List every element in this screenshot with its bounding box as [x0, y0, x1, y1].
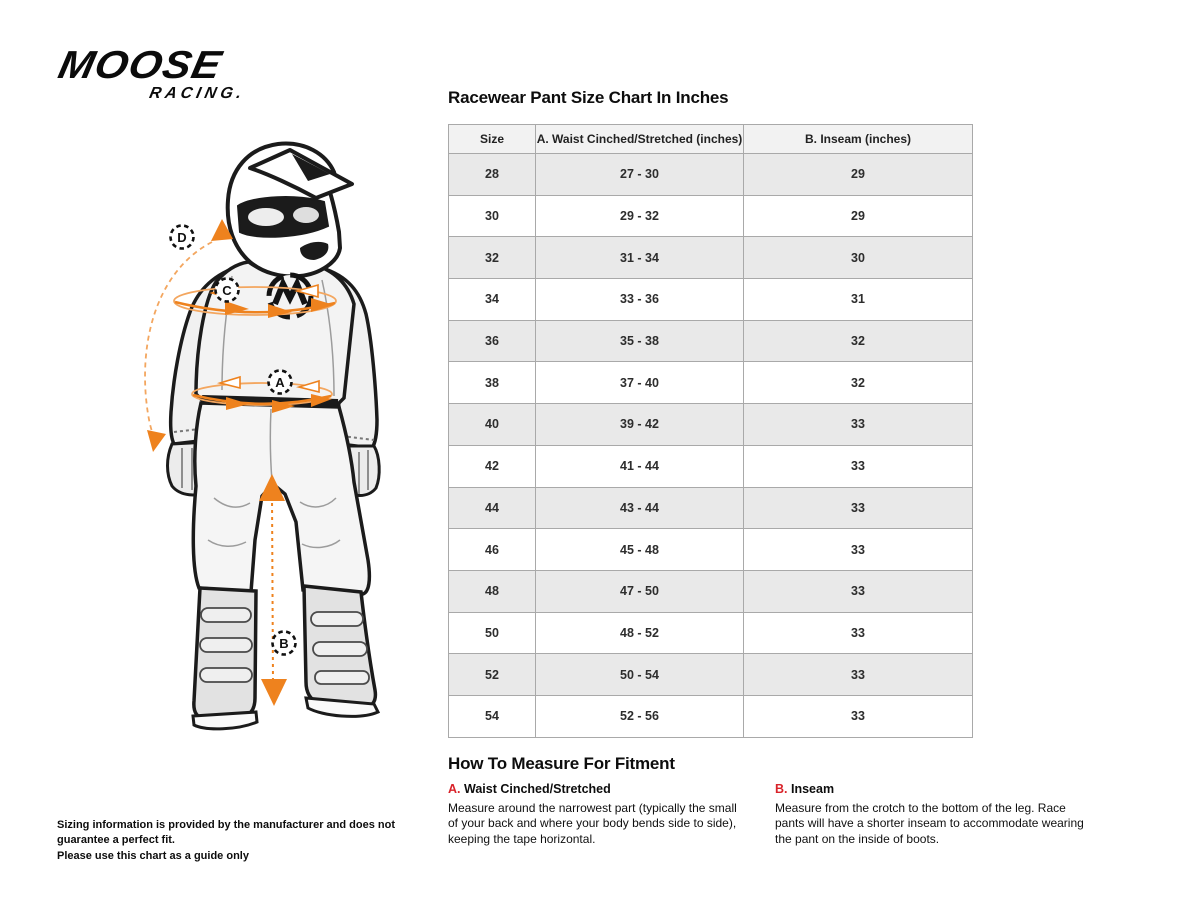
table-header-row	[449, 125, 973, 154]
table-cell: 36	[449, 320, 536, 362]
table-cell: 48	[449, 570, 536, 612]
svg-text:A: A	[275, 375, 285, 390]
table-cell: 42	[449, 445, 536, 487]
measure-waist-description: Measure around the narrowest part (typically the small of your back and where your body bends side to side), keeping the tape horizontal.	[448, 800, 737, 847]
table-cell: 30	[449, 195, 536, 237]
header-size: Size	[449, 125, 536, 154]
table-cell: 33	[744, 695, 973, 737]
table-cell: 32	[449, 237, 536, 279]
table-cell: 32	[744, 320, 973, 362]
header-waist: A. Waist Cinched/Stretched (inches)	[536, 125, 744, 154]
right-boot-strap-1	[311, 612, 363, 626]
table-row	[449, 570, 973, 612]
size-table	[448, 124, 973, 738]
marker-c	[216, 279, 239, 302]
table-cell: 33	[744, 570, 973, 612]
table-cell: 29	[744, 154, 973, 196]
measure-b-inseam-line	[272, 496, 273, 684]
measure-waist-letter: A.	[448, 782, 461, 796]
right-boot-strap-2	[313, 642, 367, 656]
svg-text:D: D	[177, 230, 187, 245]
table-row	[449, 529, 973, 571]
table-row	[449, 487, 973, 529]
table-cell: 32	[744, 362, 973, 404]
table-cell: 30	[744, 237, 973, 279]
goggle-lens-left	[248, 208, 284, 226]
table-row	[449, 362, 973, 404]
table-row	[449, 279, 973, 321]
table-cell: 33	[744, 529, 973, 571]
header-inseam: B. Inseam (inches)	[744, 125, 973, 154]
disclaimer	[57, 818, 437, 864]
table-cell: 47 - 50	[536, 570, 744, 612]
left-boot-strap-2	[200, 638, 252, 652]
table-row	[449, 654, 973, 696]
table-cell: 31	[744, 279, 973, 321]
goggle-lens-right	[293, 207, 319, 223]
table-cell: 29	[744, 195, 973, 237]
measure-inseam-description: Measure from the crotch to the bottom of the leg. Race pants will have a shorter inseam to accommodate wearing the pant on the inside of boots.	[775, 800, 1084, 847]
table-cell: 52	[449, 654, 536, 696]
disclaimer-line-1: Sizing information is provided by the manufacturer and does not guarantee a perfect fit.	[57, 819, 395, 847]
table-cell: 34	[449, 279, 536, 321]
page-title: Racewear Pant Size Chart In Inches	[448, 88, 729, 107]
marker-d	[171, 226, 194, 249]
table-cell: 45 - 48	[536, 529, 744, 571]
measure-b-down-arrow	[261, 679, 287, 706]
measure-inseam-letter: B.	[775, 782, 788, 796]
table-row	[449, 612, 973, 654]
table-cell: 39 - 42	[536, 404, 744, 446]
table-cell: 33	[744, 445, 973, 487]
measure-waist-label	[448, 781, 748, 798]
measure-section-inseam	[775, 781, 1087, 848]
marker-a	[269, 371, 292, 394]
table-row	[449, 154, 973, 196]
table-row	[449, 320, 973, 362]
table-row	[449, 695, 973, 737]
table-cell: 48 - 52	[536, 612, 744, 654]
table-row	[449, 404, 973, 446]
table-cell: 41 - 44	[536, 445, 744, 487]
table-cell: 33	[744, 612, 973, 654]
table-cell: 40	[449, 404, 536, 446]
left-boot-strap-3	[200, 668, 252, 682]
svg-text:B: B	[279, 636, 289, 651]
table-cell: 35 - 38	[536, 320, 744, 362]
left-boot-sole	[193, 712, 257, 729]
table-cell: 44	[449, 487, 536, 529]
table-cell: 37 - 40	[536, 362, 744, 404]
table-cell: 33 - 36	[536, 279, 744, 321]
table-row	[449, 237, 973, 279]
table-cell: 33	[744, 404, 973, 446]
rider-measurement-illustration	[130, 115, 420, 755]
measure-waist-label-text: Waist Cinched/Stretched	[463, 782, 611, 796]
table-cell: 27 - 30	[536, 154, 744, 196]
svg-text:C: C	[222, 283, 232, 298]
table-cell: 33	[744, 487, 973, 529]
marker-b	[273, 632, 296, 655]
table-cell: 33	[744, 654, 973, 696]
left-boot-strap-1	[201, 608, 251, 622]
table-cell: 52 - 56	[536, 695, 744, 737]
disclaimer-line-2: Please use this chart as a guide only	[57, 849, 249, 862]
table-cell: 50	[449, 612, 536, 654]
table-cell: 38	[449, 362, 536, 404]
howto-heading: How To Measure For Fitment	[448, 754, 675, 773]
measure-inseam-label	[775, 781, 1087, 798]
measure-d-wrist-arrow	[147, 430, 166, 452]
table-cell: 43 - 44	[536, 487, 744, 529]
table-row	[449, 195, 973, 237]
size-table-body	[449, 154, 973, 738]
table-row	[449, 445, 973, 487]
table-cell: 28	[449, 154, 536, 196]
measure-inseam-label-text: Inseam	[790, 782, 835, 796]
measure-section-waist	[448, 781, 748, 848]
table-cell: 31 - 34	[536, 237, 744, 279]
logo-text-moose: MOOSE	[54, 44, 226, 87]
moose-racing-logo	[55, 46, 247, 103]
right-boot-strap-3	[315, 671, 369, 684]
table-cell: 29 - 32	[536, 195, 744, 237]
table-cell: 50 - 54	[536, 654, 744, 696]
logo-text-racing: RACING.	[147, 85, 247, 102]
table-cell: 46	[449, 529, 536, 571]
table-cell: 54	[449, 695, 536, 737]
